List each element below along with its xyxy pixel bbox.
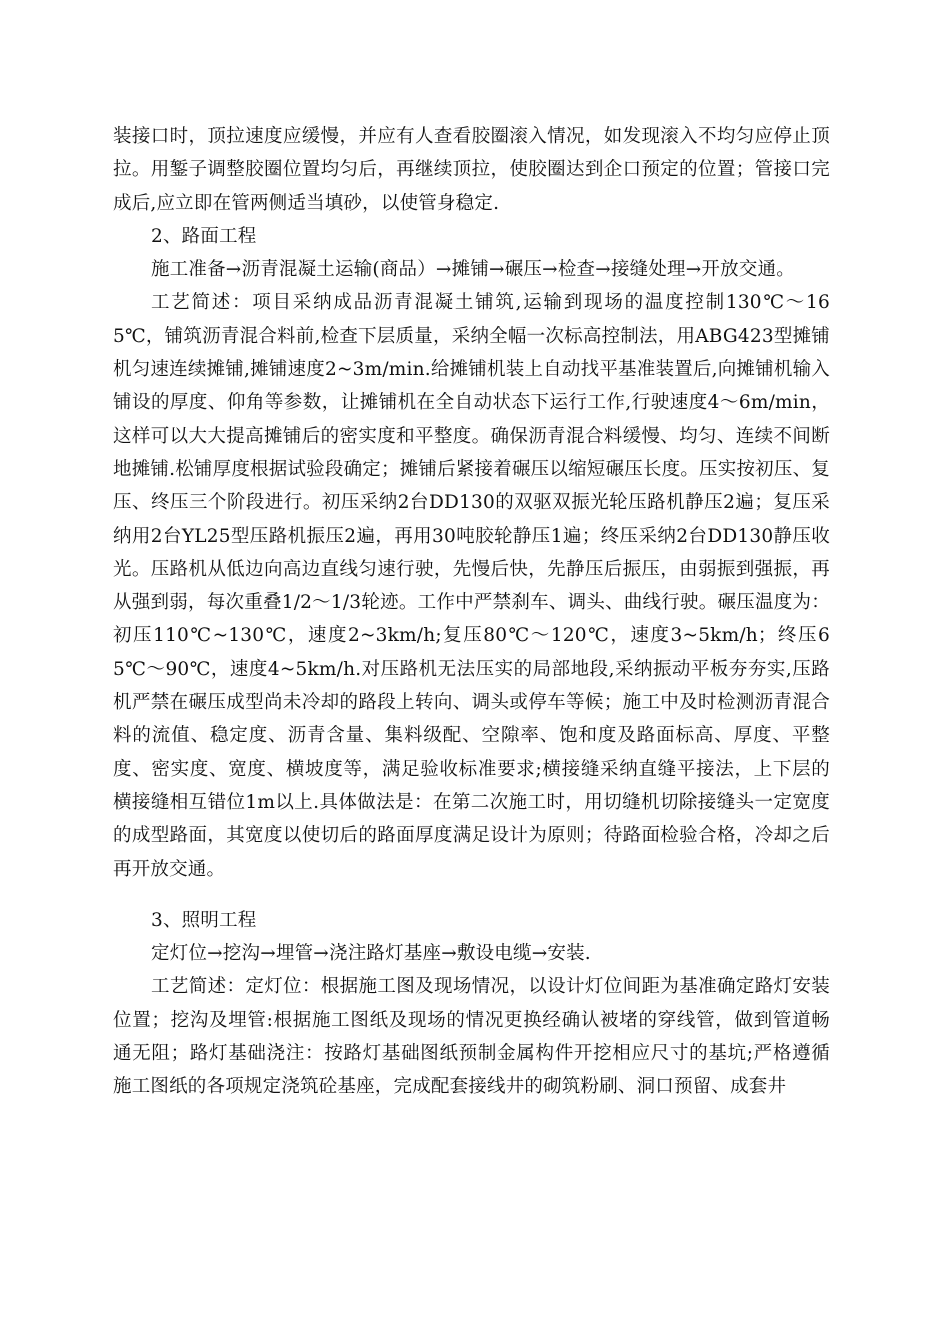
paragraph-lighting-process-flow: 定灯位→挖沟→埋管→浇注路灯基座→敷设电缆→安装. <box>151 943 591 965</box>
paragraph-lighting-process-description: 工艺简述：定灯位：根据施工图及现场情况，以设计灯位间距为基准确定路灯安装位置；挖沟及埋管:根据施工图纸及现场的情况更换经确认被堵的穿线管，做到管道畅通无阻；路灯基础浇注：按路灯基础图纸预制金属构件开挖相应尺寸的基坑;严格遵循施工图纸的各项规定浇筑砼基座，完成配套接线井的砌筑粉刷、洞口预留、成套井 <box>113 976 830 1098</box>
heading-road-surface-works: 2、路面工程 <box>151 225 257 247</box>
paragraph-road-process-flow: 施工准备→沥青混凝土运输(商品）→摊铺→碾压→检查→接缝处理→开放交通。 <box>151 259 795 281</box>
paragraph-pipe-joint-continued: 装接口时，顶拉速度应缓慢，并应有人查看胶圈滚入情况，如发现滚入不均匀应停止顶拉。用錾子调整胶圈位置均匀后，再继续顶拉，使胶圈达到企口预定的位置；管接口完成后,应立即在管两侧适当填砂，以使管身稳定. <box>113 126 830 214</box>
heading-lighting-works: 3、照明工程 <box>151 909 257 931</box>
document-page <box>113 120 830 1104</box>
paragraph-road-process-description: 工艺简述：项目采纳成品沥青混凝土铺筑,运输到现场的温度控制130℃～165℃，铺筑沥青混合料前,检查下层质量，采纳全幅一次标高控制法，用ABG423型摊铺机匀速连续摊铺,摊铺速度2~3m/min.给摊铺机装上自动找平基准装置后,向摊铺机输入铺设的厚度、仰角等参数，让摊铺机在全自动状态下运行工作,行驶速度4～6m/min，这样可以大大提高摊铺后的密实度和平整度。确保沥青混合料缓慢、均匀、连续不间断地摊铺.松铺厚度根据试验段确定；摊铺后紧接着碾压以缩短碾压长度。压实按初压、复压、终压三个阶段进行。初压采纳2台DD130的双驱双振光轮压路机静压2遍；复压采纳用2台YL25型压路机振压2遍，再用30吨胶轮静压1遍；终压采纳2台DD130静压收光。压路机从低边向高边直线匀速行驶，先慢后快，先静压后振压，由弱振到强振，再从强到弱，每次重叠1/2～1/3轮迹。工作中严禁刹车、调头、曲线行驶。碾压温度为：初压110℃~130℃，速度2~3km/h;复压80℃～120℃，速度3~5km/h；终压65℃～90℃，速度4~5km/h.对压路机无法压实的局部地段,采纳振动平板夯夯实,压路机严禁在碾压成型尚未冷却的路段上转向、调头或停车等候；施工中及时检测沥青混合料的流值、稳定度、沥青含量、集料级配、空隙率、饱和度及路面标高、厚度、平整度、密实度、宽度、横坡度等，满足验收标准要求;横接缝采纳直缝平接法，上下层的横接缝相互错位1m以上.具体做法是：在第二次施工时，用切缝机切除接缝头一定宽度的成型路面，其宽度以使切后的路面厚度满足设计为原则；待路面检验合格，冷却之后再开放交通。 <box>113 292 830 880</box>
